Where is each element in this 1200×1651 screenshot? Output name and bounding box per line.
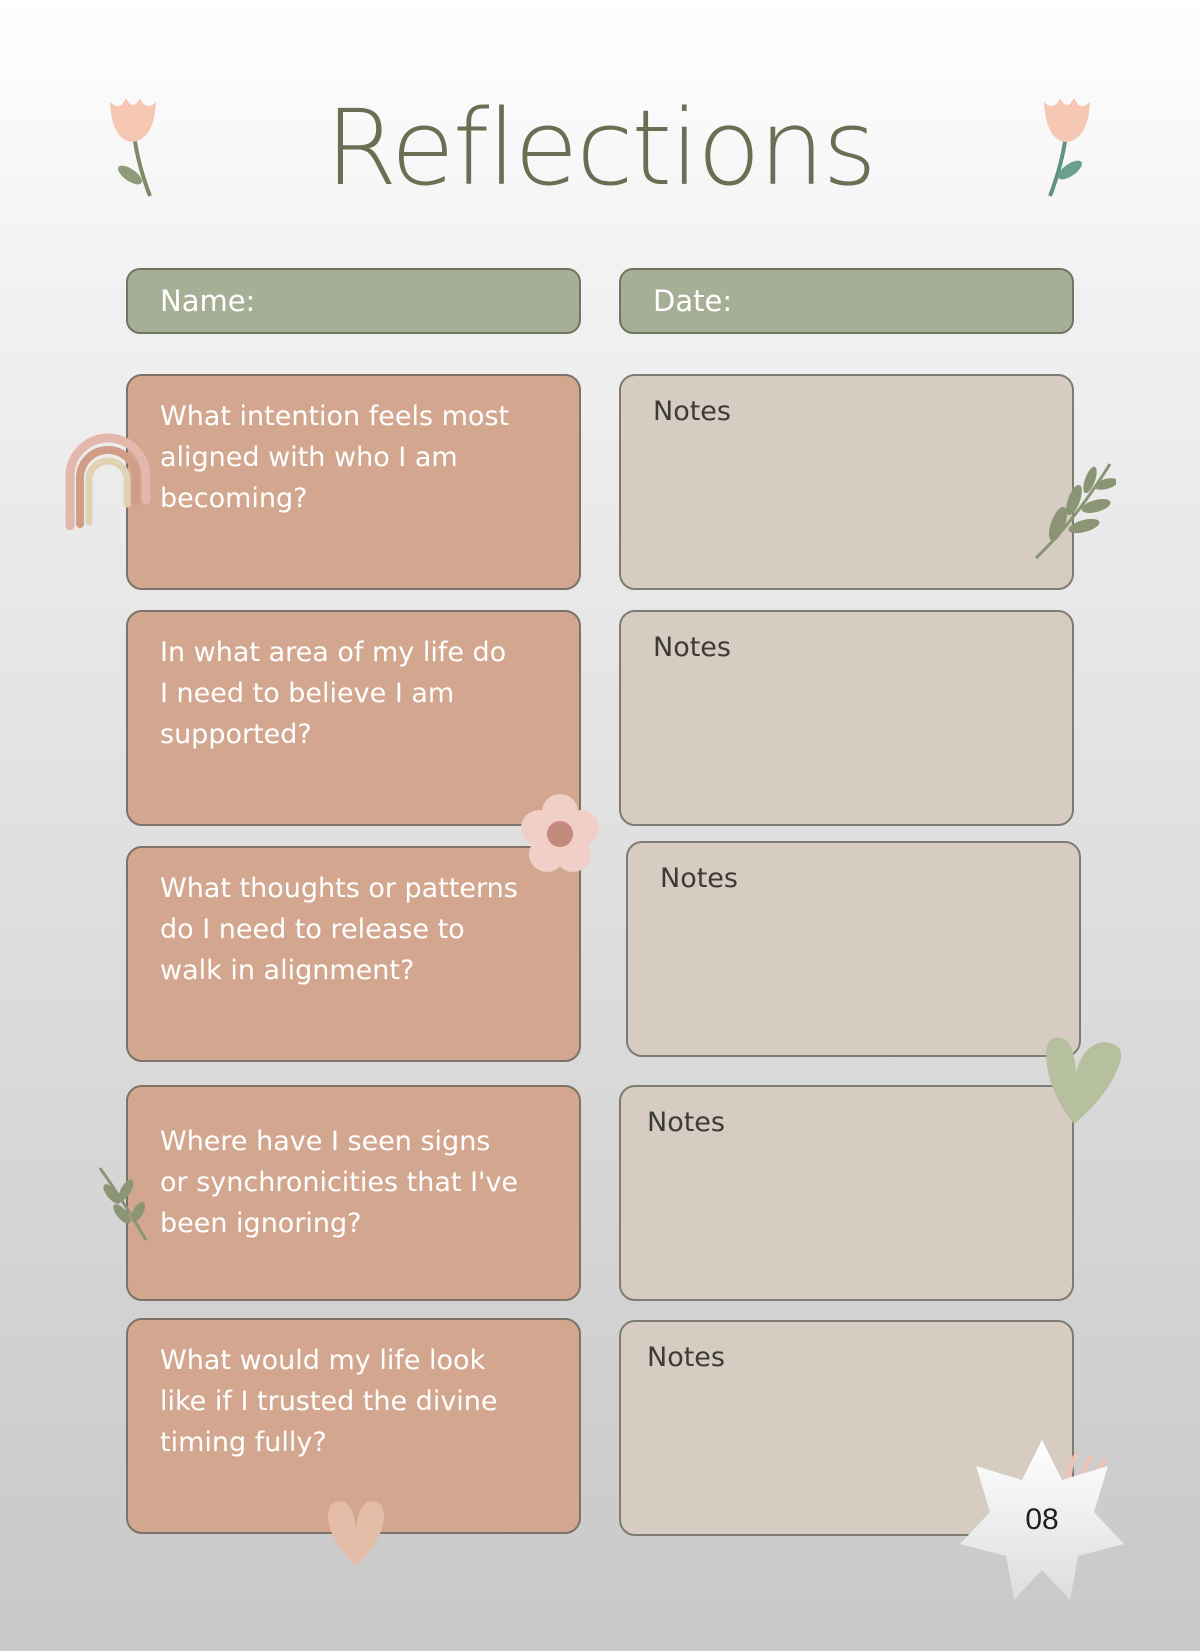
date-field[interactable] bbox=[619, 268, 1074, 334]
page-number: 08 bbox=[1025, 1503, 1059, 1536]
question-box bbox=[126, 374, 581, 590]
question-text: Where have I seen signs or synchronicities that I've been ignoring? bbox=[160, 1126, 519, 1239]
flower-icon bbox=[518, 792, 602, 876]
name-field[interactable] bbox=[126, 268, 581, 334]
tulip-icon bbox=[1030, 90, 1100, 200]
heart-leaf-icon bbox=[1040, 1032, 1126, 1128]
date-label: Date: bbox=[653, 284, 733, 318]
notes-box[interactable] bbox=[619, 374, 1074, 590]
leaf-sprig-icon bbox=[1034, 460, 1116, 560]
tulip-icon bbox=[100, 90, 170, 200]
question-text: What thoughts or patterns do I need to release to walk in alignment? bbox=[160, 873, 518, 986]
question-text: What would my life look like if I trusted the divine timing fully? bbox=[160, 1345, 498, 1458]
notes-label: Notes bbox=[653, 632, 731, 663]
notes-label: Notes bbox=[653, 396, 731, 427]
notes-box[interactable] bbox=[619, 610, 1074, 826]
page-title: Reflections bbox=[325, 87, 875, 209]
heart-leaf-icon bbox=[322, 1496, 390, 1568]
question-box bbox=[126, 610, 581, 826]
notes-label: Notes bbox=[660, 863, 738, 894]
notes-box[interactable] bbox=[626, 841, 1081, 1057]
question-text: In what area of my life do I need to believe I am supported? bbox=[160, 637, 507, 750]
notes-label: Notes bbox=[647, 1107, 725, 1138]
leaf-sprig-icon bbox=[96, 1164, 152, 1242]
rainbow-icon bbox=[60, 428, 156, 530]
question-box bbox=[126, 846, 581, 1062]
name-label: Name: bbox=[160, 284, 256, 318]
page-number-badge bbox=[958, 1436, 1126, 1604]
notes-label: Notes bbox=[647, 1342, 725, 1373]
question-text: What intention feels most aligned with who I am becoming? bbox=[160, 401, 510, 514]
notes-box[interactable] bbox=[619, 1085, 1074, 1301]
question-box bbox=[126, 1085, 581, 1301]
